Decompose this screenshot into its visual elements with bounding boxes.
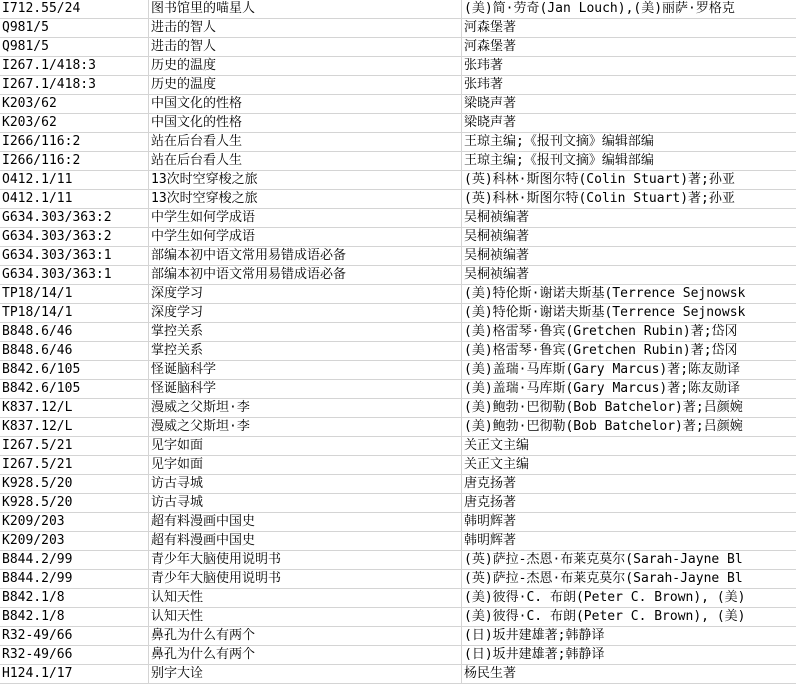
author-cell[interactable]: 王琼主编;《报刊文摘》编辑部编 [462,152,796,171]
author-cell[interactable]: 河森堡著 [462,38,796,57]
call-number-cell[interactable]: I712.55/24 [0,0,149,19]
author-cell[interactable]: 吴桐祯编著 [462,247,796,266]
table-row [0,190,796,209]
author-cell[interactable]: (美)特伦斯·谢诺夫斯基(Terrence Sejnowsk [462,285,796,304]
call-number-cell[interactable]: B844.2/99 [0,551,149,570]
title-cell[interactable]: 漫威之父斯坦·李 [149,418,462,437]
title-cell[interactable]: 超有料漫画中国史 [149,532,462,551]
table-row [0,532,796,551]
table-row [0,342,796,361]
table-row [0,399,796,418]
title-cell[interactable]: 深度学习 [149,285,462,304]
author-cell[interactable]: (美)鲍勃·巴彻勒(Bob Batchelor)著;吕颜婉 [462,418,796,437]
title-cell[interactable]: 进击的智人 [149,38,462,57]
author-cell[interactable]: (美)彼得·C. 布朗(Peter C. Brown), (美) [462,589,796,608]
author-cell[interactable]: (美)盖瑞·马库斯(Gary Marcus)著;陈友勋译 [462,361,796,380]
table-row [0,228,796,247]
author-cell[interactable]: 杨民生著 [462,665,796,684]
title-cell[interactable]: 站在后台看人生 [149,133,462,152]
table-row [0,133,796,152]
title-cell[interactable]: 中学生如何学成语 [149,209,462,228]
call-number-cell[interactable]: K203/62 [0,114,149,133]
call-number-cell[interactable]: O412.1/11 [0,171,149,190]
call-number-cell[interactable]: G634.303/363:2 [0,228,149,247]
call-number-cell[interactable]: Q981/5 [0,19,149,38]
author-cell[interactable]: 王琼主编;《报刊文摘》编辑部编 [462,133,796,152]
call-number-cell[interactable]: G634.303/363:1 [0,266,149,285]
table-row [0,570,796,589]
call-number-cell[interactable]: Q981/5 [0,38,149,57]
title-cell[interactable]: 见字如面 [149,437,462,456]
title-cell[interactable]: 青少年大脑使用说明书 [149,570,462,589]
title-cell[interactable]: 站在后台看人生 [149,152,462,171]
author-cell[interactable]: 张玮著 [462,57,796,76]
call-number-cell[interactable]: K203/62 [0,95,149,114]
table-row [0,551,796,570]
table-row [0,76,796,95]
title-cell[interactable]: 部编本初中语文常用易错成语必备 [149,247,462,266]
author-cell[interactable]: 张玮著 [462,76,796,95]
call-number-cell[interactable]: K209/203 [0,532,149,551]
author-cell[interactable]: (美)格雷琴·鲁宾(Gretchen Rubin)著;岱冈 [462,342,796,361]
call-number-cell[interactable]: I267.1/418:3 [0,57,149,76]
table-row [0,380,796,399]
table-row [0,0,796,19]
table-row [0,361,796,380]
author-cell[interactable]: 吴桐祯编著 [462,209,796,228]
call-number-cell[interactable]: K837.12/L [0,418,149,437]
title-cell[interactable]: 进击的智人 [149,19,462,38]
title-cell[interactable]: 掌控关系 [149,323,462,342]
call-number-cell[interactable]: G634.303/363:1 [0,247,149,266]
author-cell[interactable]: 河森堡著 [462,19,796,38]
title-cell[interactable]: 访古寻城 [149,475,462,494]
author-cell[interactable]: (日)坂井建雄著;韩静译 [462,646,796,665]
title-cell[interactable]: 怪诞脑科学 [149,380,462,399]
table-row [0,437,796,456]
call-number-cell[interactable]: B842.6/105 [0,361,149,380]
title-cell[interactable]: 认知天性 [149,608,462,627]
table-row [0,513,796,532]
call-number-cell[interactable]: TP18/14/1 [0,304,149,323]
title-cell[interactable]: 中国文化的性格 [149,95,462,114]
title-cell[interactable]: 怪诞脑科学 [149,361,462,380]
table-row [0,57,796,76]
title-cell[interactable]: 掌控关系 [149,342,462,361]
call-number-cell[interactable]: B848.6/46 [0,323,149,342]
call-number-cell[interactable]: B842.1/8 [0,608,149,627]
table-row [0,285,796,304]
table-row [0,152,796,171]
table-row [0,475,796,494]
call-number-cell[interactable]: TP18/14/1 [0,285,149,304]
author-cell[interactable]: 吴桐祯编著 [462,228,796,247]
title-cell[interactable]: 深度学习 [149,304,462,323]
table-row [0,95,796,114]
call-number-cell[interactable]: I267.1/418:3 [0,76,149,95]
call-number-cell[interactable]: K837.12/L [0,399,149,418]
table-row [0,627,796,646]
table-row [0,646,796,665]
title-cell[interactable]: 漫威之父斯坦·李 [149,399,462,418]
author-cell[interactable]: 吴桐祯编著 [462,266,796,285]
author-cell[interactable]: 关正文主编 [462,437,796,456]
call-number-cell[interactable]: I266/116:2 [0,133,149,152]
author-cell[interactable]: (英)科林·斯图尔特(Colin Stuart)著;孙亚 [462,190,796,209]
title-cell[interactable]: 青少年大脑使用说明书 [149,551,462,570]
table-row [0,209,796,228]
title-cell[interactable]: 中学生如何学成语 [149,228,462,247]
author-cell[interactable]: 韩明辉著 [462,532,796,551]
call-number-cell[interactable]: I267.5/21 [0,456,149,475]
table-row [0,247,796,266]
title-cell[interactable]: 历史的温度 [149,57,462,76]
author-cell[interactable]: 韩明辉著 [462,513,796,532]
call-number-cell[interactable]: B848.6/46 [0,342,149,361]
author-cell[interactable]: 梁晓声著 [462,95,796,114]
table-row [0,171,796,190]
title-cell[interactable]: 访古寻城 [149,494,462,513]
call-number-cell[interactable]: K928.5/20 [0,494,149,513]
call-number-cell[interactable]: R32-49/66 [0,646,149,665]
author-cell[interactable]: (英)萨拉-杰恩·布莱克莫尔(Sarah-Jayne Bl [462,551,796,570]
author-cell[interactable]: 关正文主编 [462,456,796,475]
call-number-cell[interactable]: I266/116:2 [0,152,149,171]
author-cell[interactable]: (英)科林·斯图尔特(Colin Stuart)著;孙亚 [462,171,796,190]
table-row [0,456,796,475]
title-cell[interactable]: 中国文化的性格 [149,114,462,133]
author-cell[interactable]: (美)特伦斯·谢诺夫斯基(Terrence Sejnowsk [462,304,796,323]
author-cell[interactable]: (美)格雷琴·鲁宾(Gretchen Rubin)著;岱冈 [462,323,796,342]
table-row [0,38,796,57]
table-row [0,418,796,437]
author-cell[interactable]: 梁晓声著 [462,114,796,133]
call-number-cell[interactable]: K209/203 [0,513,149,532]
call-number-cell[interactable]: B842.6/105 [0,380,149,399]
author-cell[interactable]: 唐克扬著 [462,494,796,513]
title-cell[interactable]: 超有料漫画中国史 [149,513,462,532]
title-cell[interactable]: 图书馆里的喵星人 [149,0,462,19]
call-number-cell[interactable]: R32-49/66 [0,627,149,646]
table-row [0,304,796,323]
author-cell[interactable]: (美)鲍勃·巴彻勒(Bob Batchelor)著;吕颜婉 [462,399,796,418]
table-row [0,323,796,342]
author-cell[interactable]: (美)盖瑞·马库斯(Gary Marcus)著;陈友勋译 [462,380,796,399]
call-number-cell[interactable]: H124.1/17 [0,665,149,684]
table-row [0,19,796,38]
table-row [0,114,796,133]
call-number-cell[interactable]: O412.1/11 [0,190,149,209]
author-cell[interactable]: (日)坂井建雄著;韩静译 [462,627,796,646]
author-cell[interactable]: 唐克扬著 [462,475,796,494]
title-cell[interactable]: 历史的温度 [149,76,462,95]
call-number-cell[interactable]: G634.303/363:2 [0,209,149,228]
call-number-cell[interactable]: I267.5/21 [0,437,149,456]
title-cell[interactable]: 见字如面 [149,456,462,475]
title-cell[interactable]: 认知天性 [149,589,462,608]
call-number-cell[interactable]: B844.2/99 [0,570,149,589]
table-row [0,266,796,285]
author-cell[interactable]: (美)简·劳奇(Jan Louch),(美)丽萨·罗格克 [462,0,796,19]
title-cell[interactable]: 鼻孔为什么有两个 [149,627,462,646]
title-cell[interactable]: 鼻孔为什么有两个 [149,646,462,665]
table-row [0,608,796,627]
call-number-cell[interactable]: B842.1/8 [0,589,149,608]
table-row [0,589,796,608]
title-cell[interactable]: 13次时空穿梭之旅 [149,171,462,190]
title-cell[interactable]: 部编本初中语文常用易错成语必备 [149,266,462,285]
title-cell[interactable]: 13次时空穿梭之旅 [149,190,462,209]
title-cell[interactable]: 别字大诠 [149,665,462,684]
table-row [0,494,796,513]
author-cell[interactable]: (美)彼得·C. 布朗(Peter C. Brown), (美) [462,608,796,627]
call-number-cell[interactable]: K928.5/20 [0,475,149,494]
author-cell[interactable]: (英)萨拉-杰恩·布莱克莫尔(Sarah-Jayne Bl [462,570,796,589]
